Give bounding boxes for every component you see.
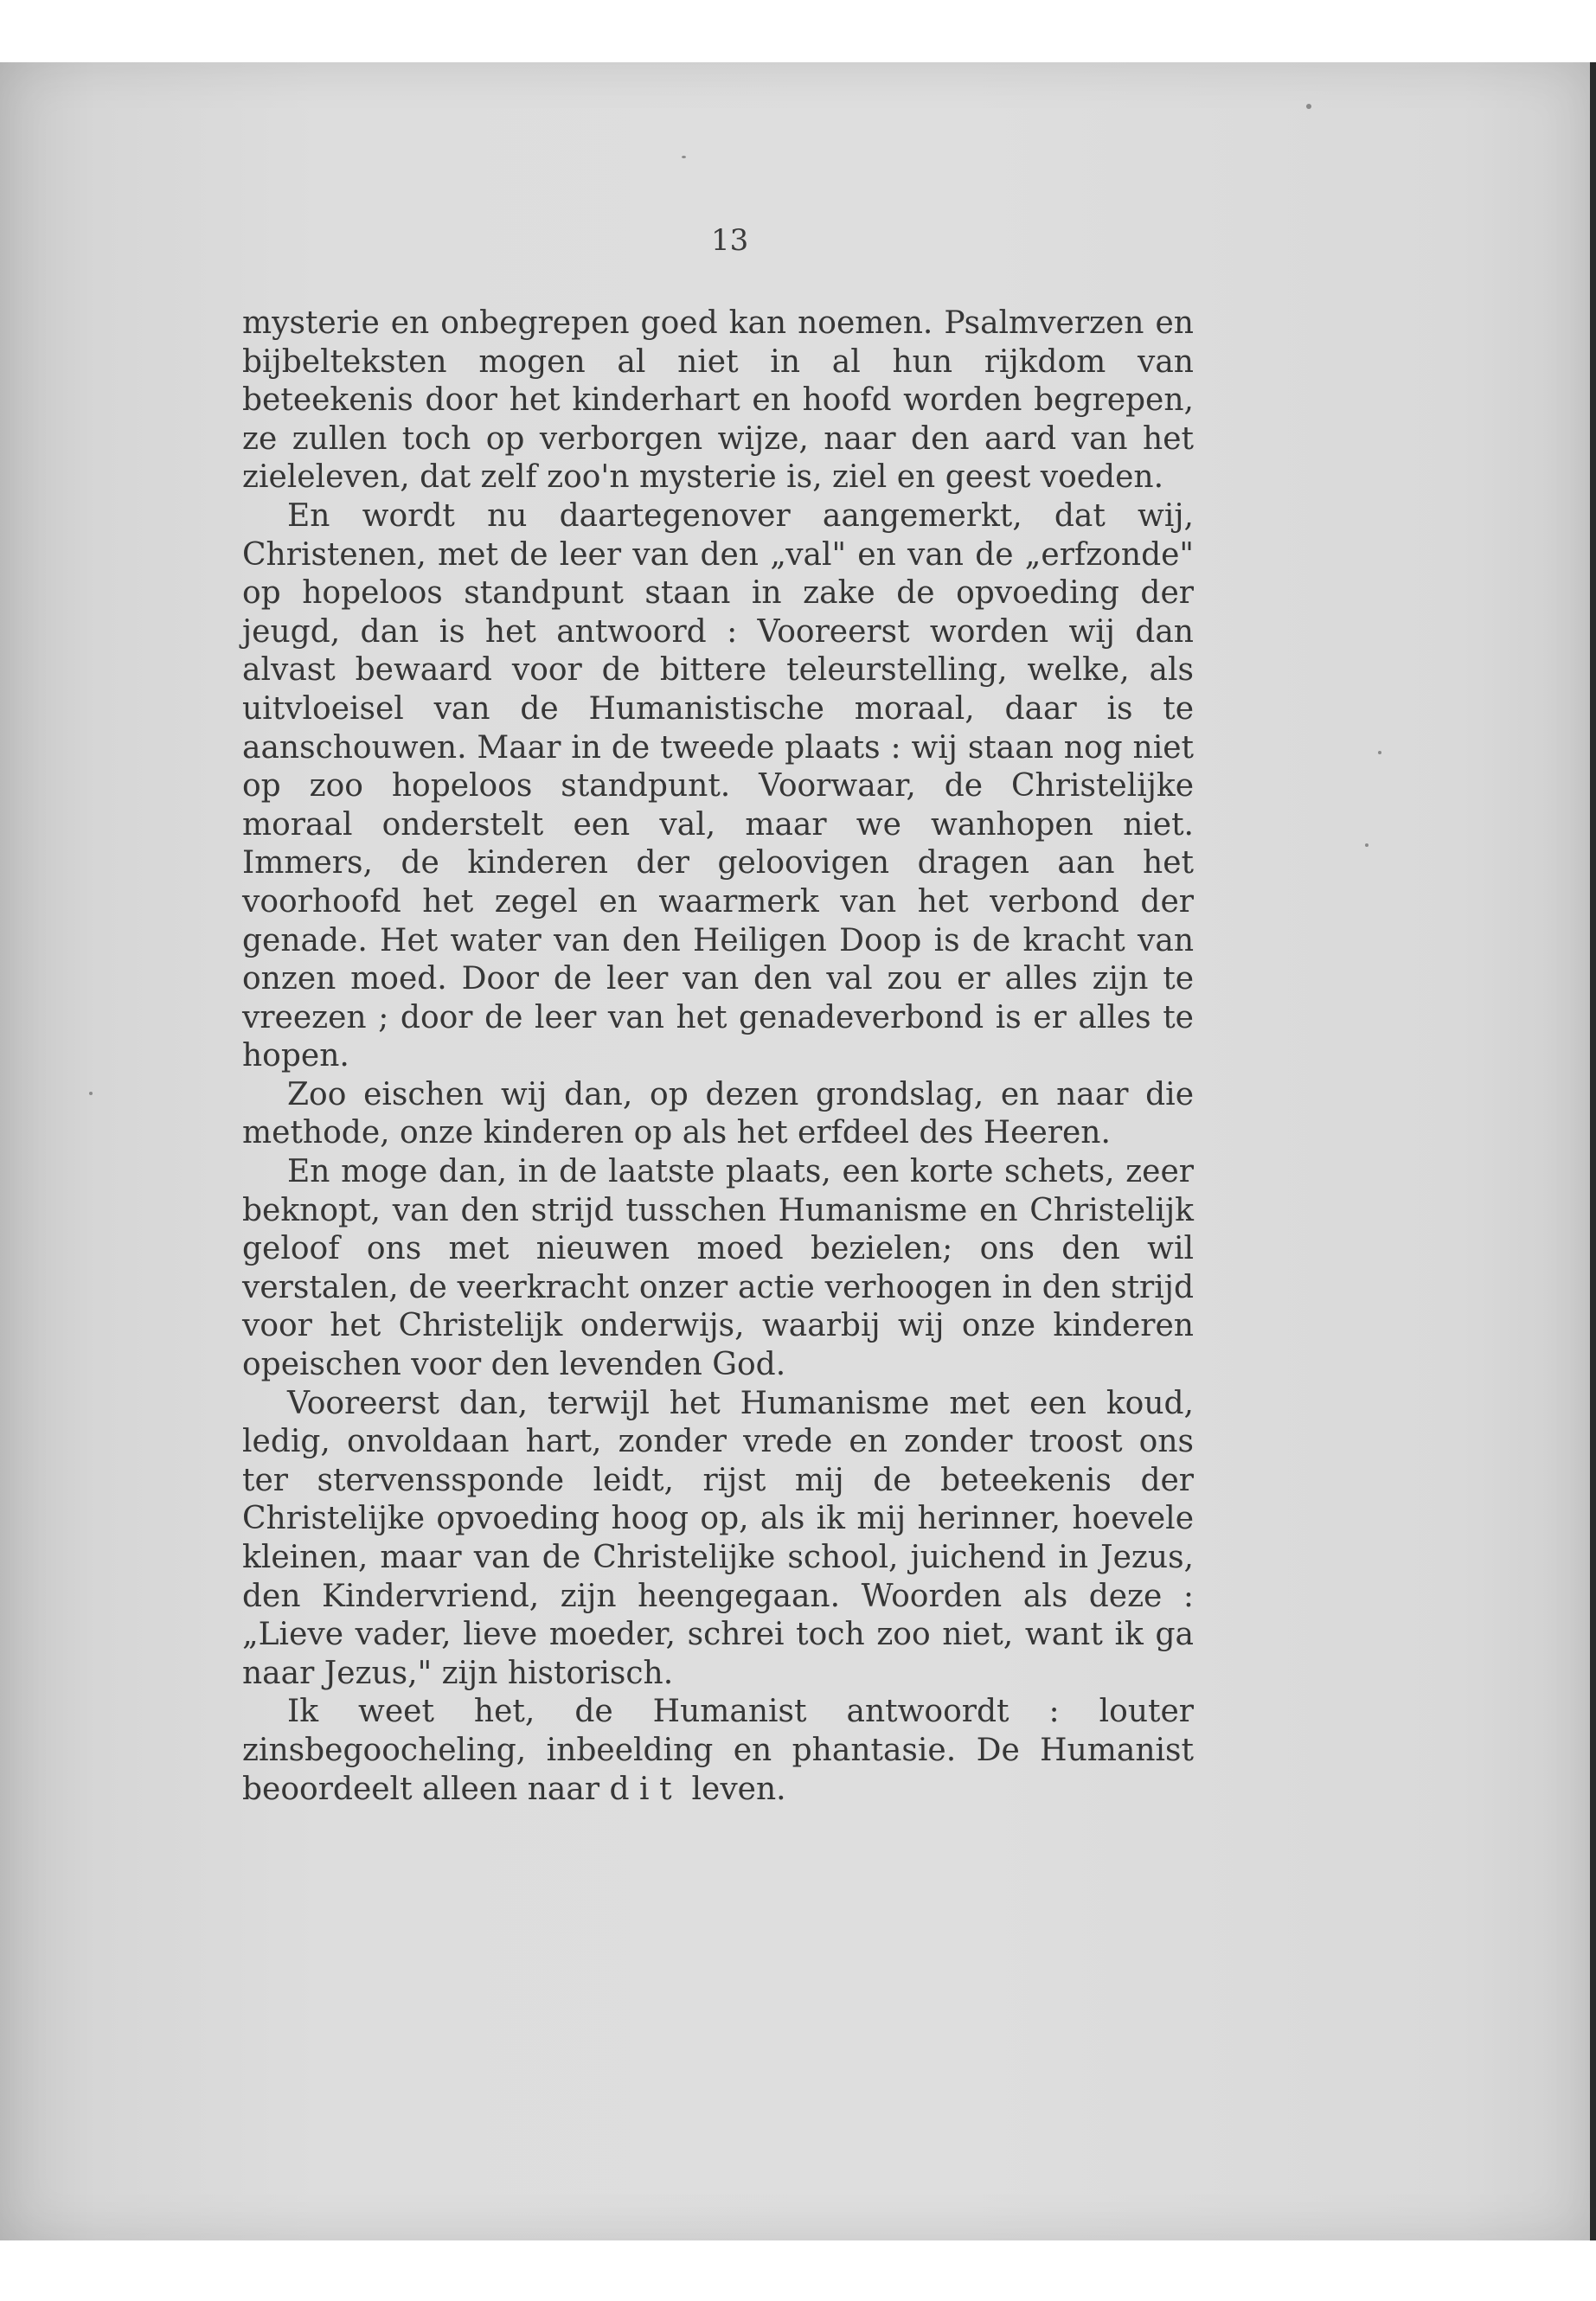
paragraph-6-text: Ik weet het, de Humanist antwoordt : louter zinsbegoocheling, inbeelding en phantasie. De Humanist beoordeelt alleen naar <box>242 1694 1194 1807</box>
paragraph-4: En moge dan, in de laatste plaats, een korte schets, zeer beknopt, van den strijd tusschen Humanisme en Christelijk geloof ons met nieuwen moed bezielen; ons den wil verstalen, de veerkracht onzer actie verhoogen in den strijd voor het Christelijk onderwijs, waarbij wij onze kinderen opeischen voor den levenden God. <box>242 1154 1194 1383</box>
emphasized-word: dit <box>609 1771 683 1807</box>
print-speck <box>89 1092 93 1095</box>
print-speck <box>1306 104 1311 109</box>
paragraph-6 <box>242 1693 1194 1809</box>
print-speck <box>1378 751 1381 754</box>
paragraph-5: Vooreerst dan, terwijl het Humanisme met een koud, ledig, onvoldaan hart, zonder vrede en zonder troost ons ter stervenssponde leidt, rijst mij de beteekenis der Christelijke opvoeding hoog op, als ik mij herinner, hoevele kleinen, maar van de Christelijke school, juichend in Jezus, den Kindervriend, zijn heengegaan. Woorden als deze : „Lieve vader, lieve moeder, schrei toch zoo niet, want ik ga naar Jezus," zijn historisch. <box>242 1385 1194 1691</box>
paragraph-3: Zoo eischen wij dan, op dezen grondslag, en naar die methode, onze kinderen op als het erfdeel des Heeren. <box>242 1076 1194 1151</box>
print-speck <box>1365 843 1368 847</box>
paragraph-6-end: leven. <box>682 1771 786 1807</box>
paragraph-1: mysterie en onbegrepen goed kan noemen. Psalmverzen en bijbelteksten mogen al niet in al hun rijkdom van beteekenis door het kinderhart en hoofd worden begrepen, ze zullen toch op verborgen wijze, naar den aard van het zieleleven, dat zelf zoo'n mysterie is, ziel en geest voeden. <box>242 305 1194 496</box>
print-speck <box>682 156 686 158</box>
body-text <box>242 304 1194 1809</box>
page-number: 13 <box>711 223 749 258</box>
page-edge-shadow <box>1590 62 1596 2240</box>
paragraph-2: En wordt nu daartegenover aangemerkt, dat wij, Christenen, met de leer van den „val" en van de „erfzonde" op hopeloos standpunt staan in zake de opvoeding der jeugd, dan is het antwoord : Vooreerst worden wij dan alvast bewaard voor de bittere teleurstelling, welke, als uitvloeisel van de Humanistische moraal, daar is te aanschouwen. Maar in de tweede plaats : wij staan nog niet op zoo hopeloos standpunt. Voorwaar, de Christelijke moraal onderstelt een val, maar we wanhopen niet. Immers, de kinderen der geloovigen dragen aan het voorhoofd het zegel en waarmerk van het verbond der genade. Het water van den Heiligen Doop is de kracht van onzen moed. Door de leer van den val zou er alles zijn te vreezen ; door de leer van het genadeverbond is er alles te hopen. <box>242 497 1194 1074</box>
